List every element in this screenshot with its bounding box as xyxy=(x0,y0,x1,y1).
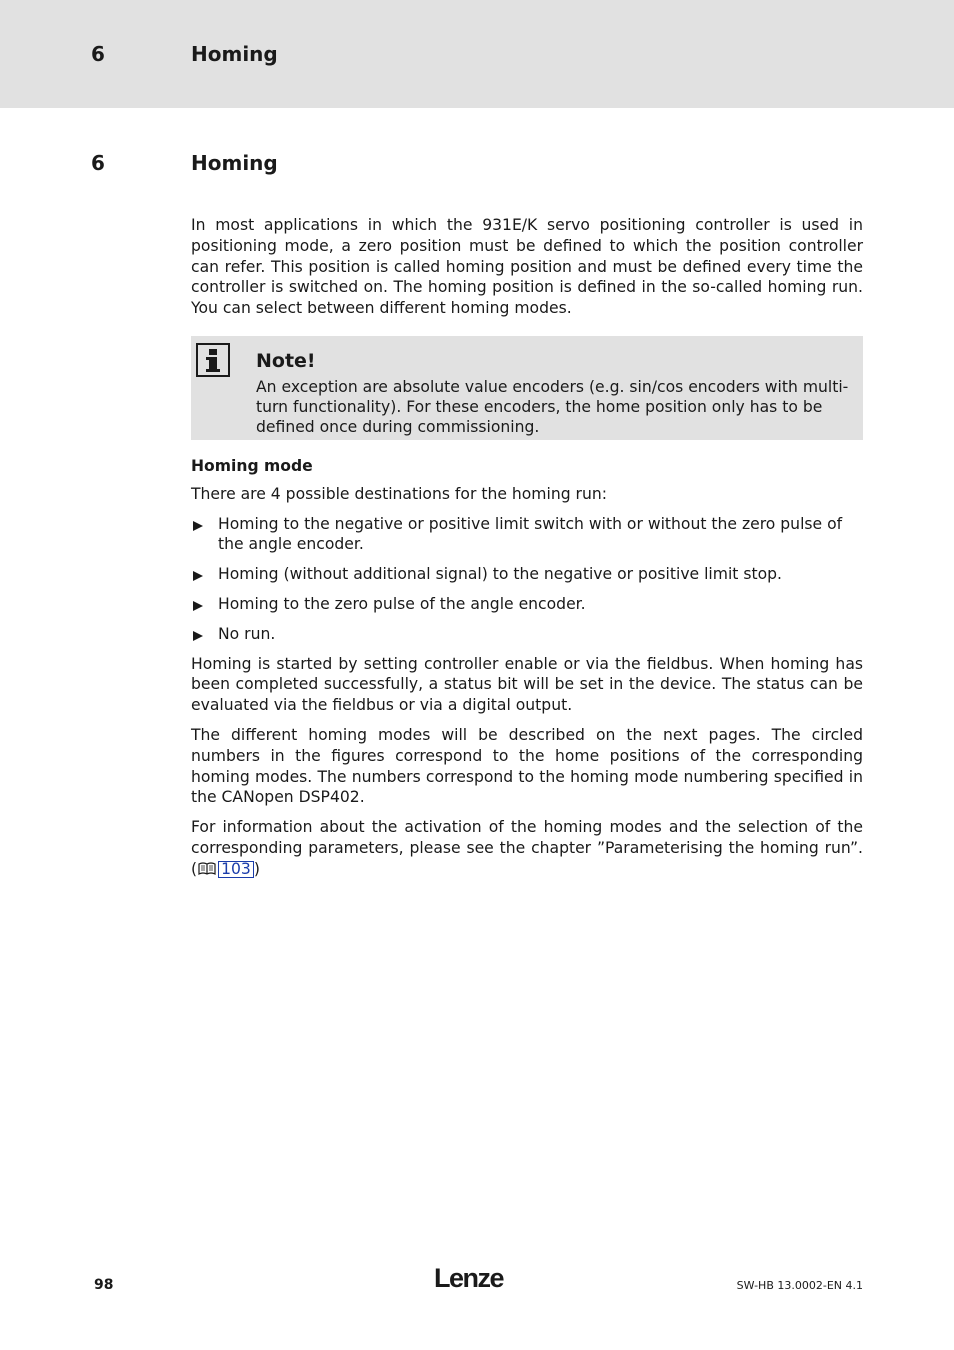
list-item-text: Homing to the zero pulse of the angle encoder. xyxy=(218,594,586,613)
section-number: 6 xyxy=(91,151,105,175)
page-reference-link[interactable]: 103 xyxy=(218,861,254,878)
homing-mode-lead: There are 4 possible destinations for the homing run: xyxy=(191,484,607,503)
list-item xyxy=(191,514,863,556)
list-item xyxy=(191,624,863,645)
bullet-arrow-icon xyxy=(193,571,203,581)
list-item xyxy=(191,594,863,615)
reference-open: ( xyxy=(191,859,198,878)
bullet-arrow-icon xyxy=(193,601,203,611)
reference-text: For information about the activation of the homing modes and the selection of the corresponding parameters, please see the chapter ”Parameterising the homing run”. xyxy=(191,818,863,857)
book-icon xyxy=(198,860,216,873)
list-item-text: Homing to the negative or positive limit switch with or without the zero pulse of the angle encoder. xyxy=(218,514,843,554)
note-text: An exception are absolute value encoders (e.g. sin/cos encoders with multi-turn functionality). For these encoders, the home position only has to be defined once during commissioning. xyxy=(256,377,849,436)
reference-close: ) xyxy=(253,859,260,878)
reference-paragraph xyxy=(191,817,863,879)
document-id: SW-HB 13.0002-EN 4.1 xyxy=(736,1279,863,1292)
intro-paragraph: In most applications in which the 931E/K servo positioning controller is used in positioning mode, a zero position must be defined to which the position controller can refer. This position is called homing position and must be defined every time the controller is switched on. The homing position is defined in the so-called homing run. You can select between different homing modes. xyxy=(191,216,863,318)
list-item xyxy=(191,564,863,585)
body-paragraph: Homing is started by setting controller enable or via the fieldbus. When homing has been completed successfully, a status bit will be set in the device. The status can be evaluated via the fieldbus or via a digital output. xyxy=(191,654,863,715)
list-item-text: No run. xyxy=(218,624,276,643)
homing-mode-heading: Homing mode xyxy=(191,456,313,475)
destination-list xyxy=(191,514,863,645)
list-item-text: Homing (without additional signal) to the negative or positive limit stop. xyxy=(218,565,782,584)
section-title: Homing xyxy=(191,151,278,175)
bullet-arrow-icon xyxy=(193,631,203,641)
body-paragraph: The different homing modes will be described on the next pages. The circled numbers in the figures correspond to the home positions of the corresponding homing modes. The numbers correspond to the homing mode numbering specified in the CANopen DSP402. xyxy=(191,725,863,807)
note-title: Note! xyxy=(256,349,316,372)
header-band xyxy=(0,0,954,108)
page-number: 98 xyxy=(94,1277,114,1293)
bullet-arrow-icon xyxy=(193,521,203,531)
header-chapter-number: 6 xyxy=(91,42,105,66)
note-box xyxy=(191,336,863,440)
lenze-logo: Lenze xyxy=(434,1263,504,1293)
info-icon xyxy=(196,343,230,377)
main-content xyxy=(191,215,863,889)
header-chapter-title: Homing xyxy=(191,42,278,66)
